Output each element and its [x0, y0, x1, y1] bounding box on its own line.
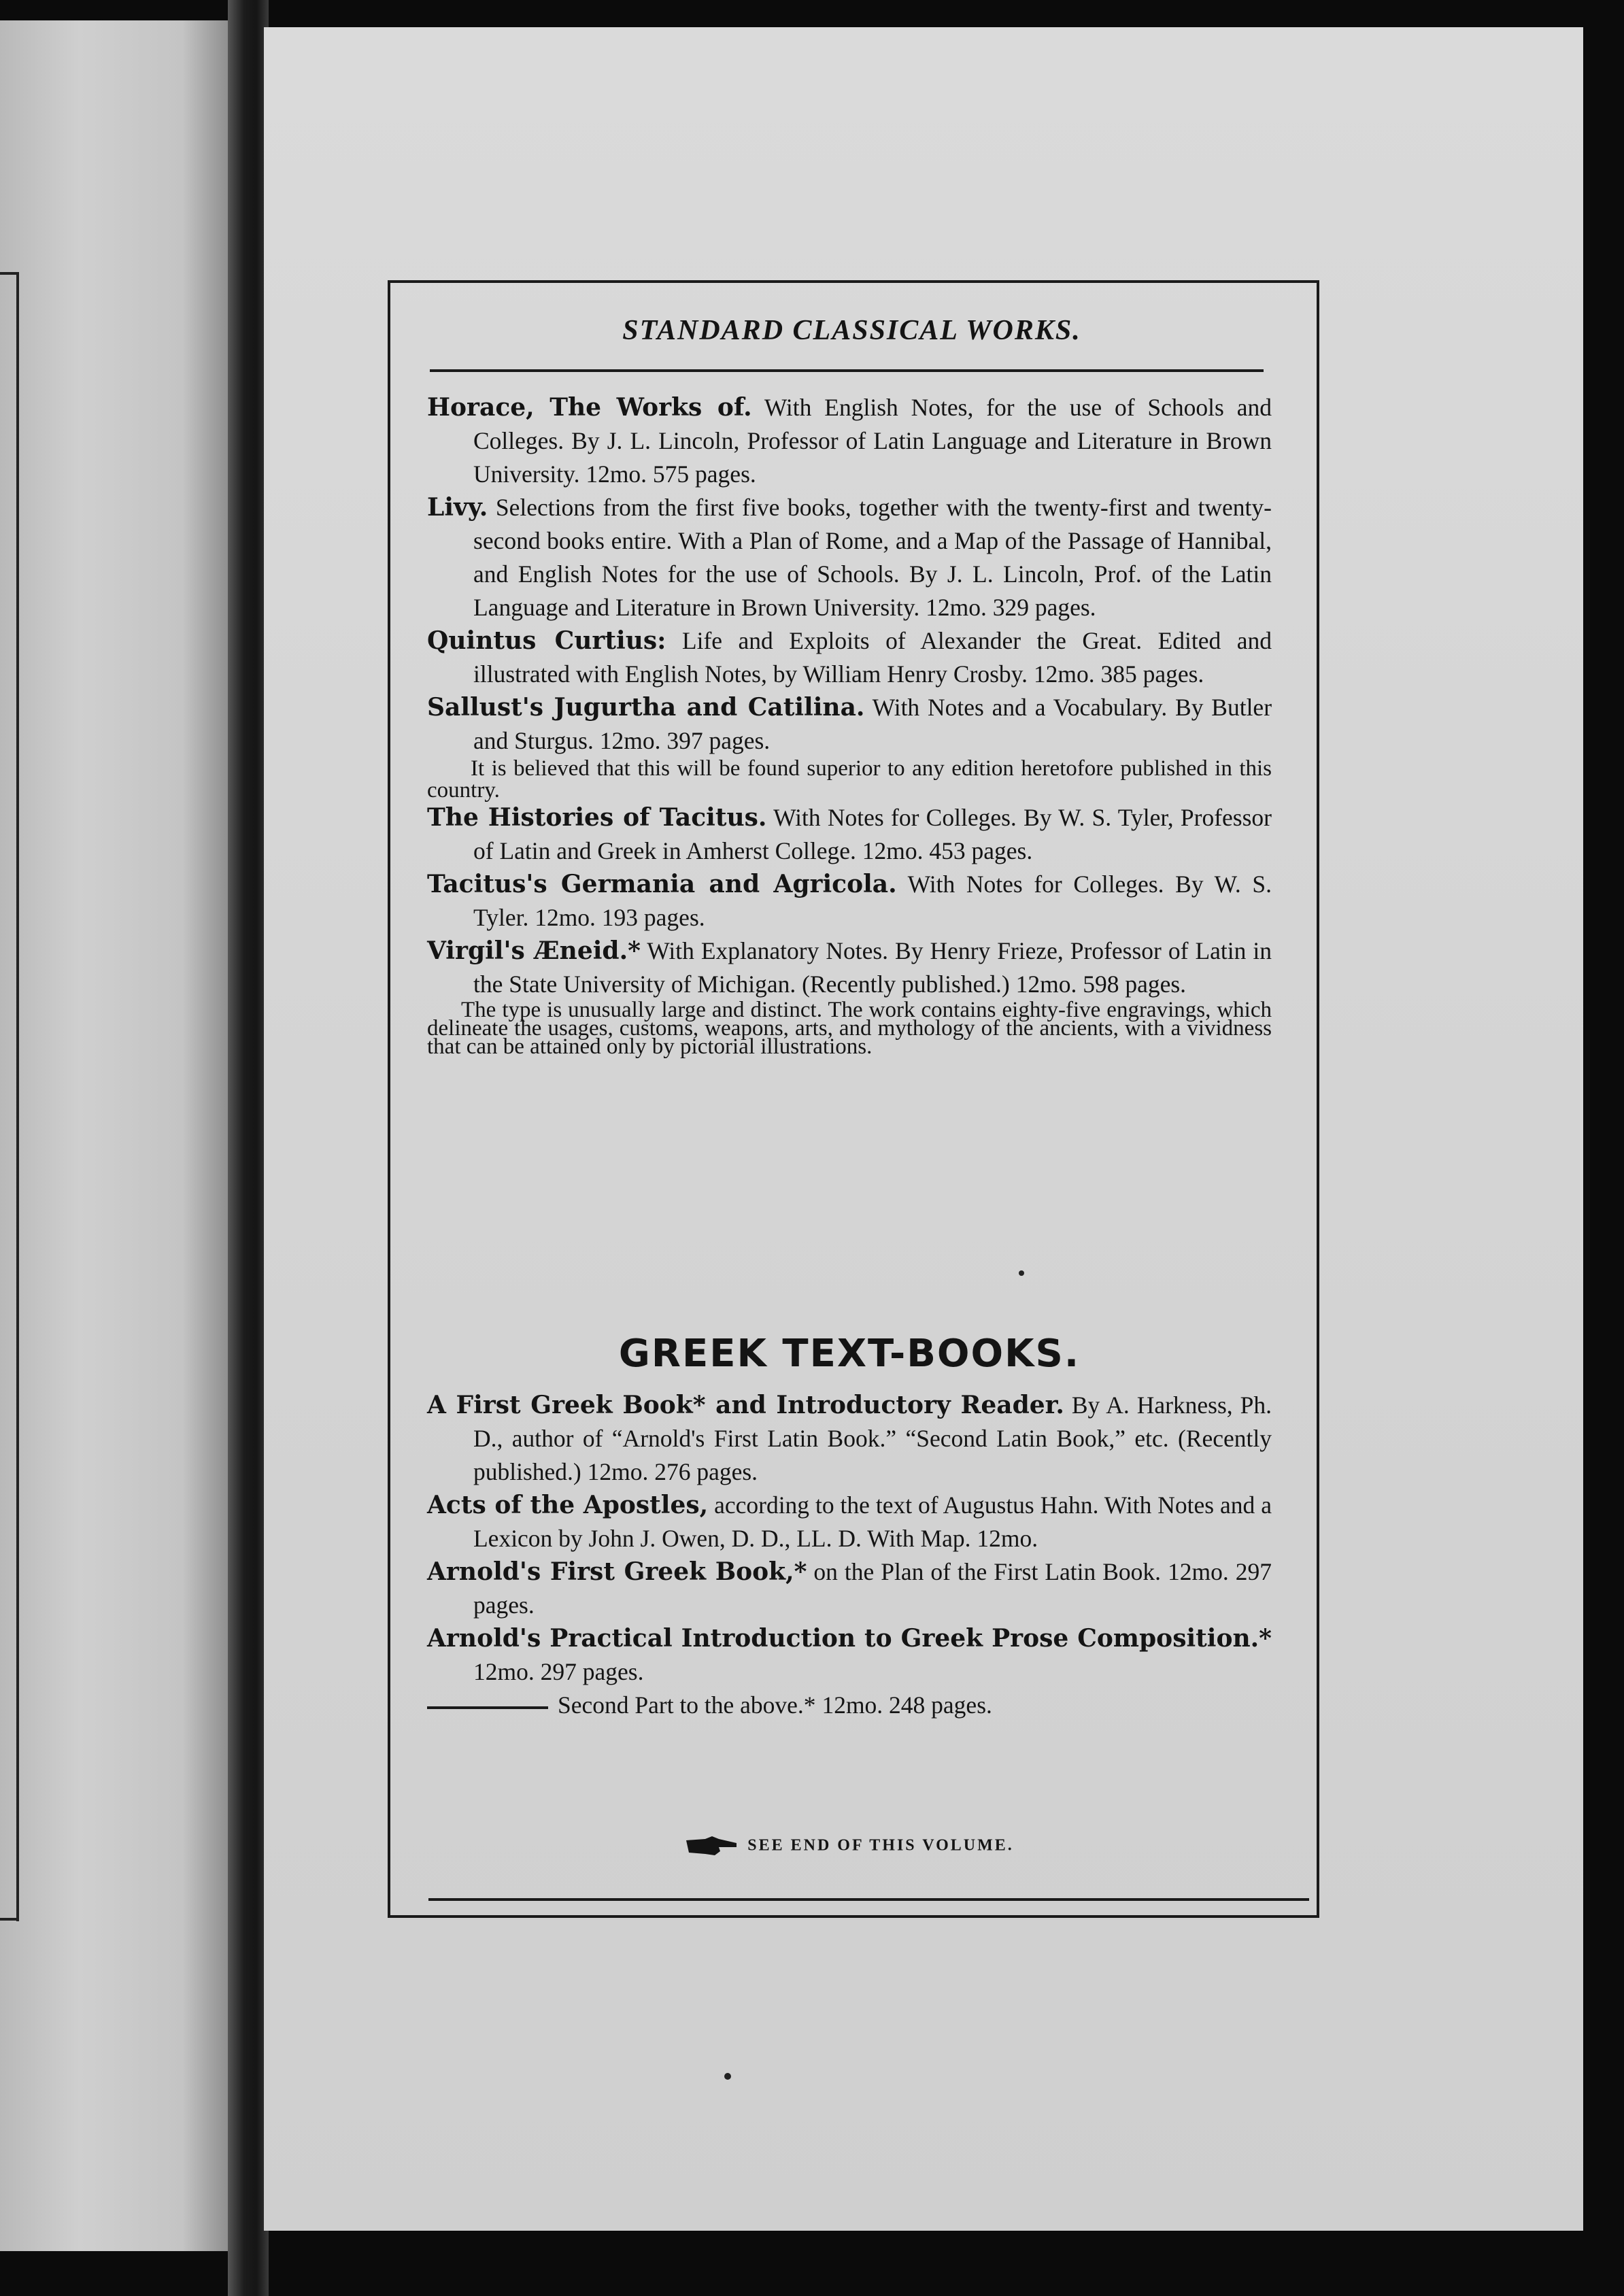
- entry-text: With Notes for Colleges. By W. S. Tyler, Professor of Latin and Greek in Amherst College. 12mo. 453 pages.: [473, 804, 1272, 864]
- list-item: [427, 1622, 1272, 1689]
- latin-works-list: [427, 391, 1272, 1059]
- previous-page-edge: [0, 20, 228, 2251]
- entry-text: Selections from the first five books, together with the twenty-first and twenty-second books entire. With a Plan of Rome, and a Map of the Passage of Hannibal, and English Notes for the use of Schools. By J. L. Lincoln, Prof. of the Latin Language and Literature in Brown University. 12mo. 329 pages.: [473, 494, 1272, 621]
- list-item: [427, 1689, 1272, 1722]
- page-border-bottom-rule: [428, 1898, 1309, 1901]
- list-item: [427, 391, 1272, 491]
- footer-text: SEE END OF THIS VOLUME.: [747, 1836, 1014, 1855]
- entry-text: With Notes and a Vocabulary. By Butler and Sturgus. 12mo. 397 pages.: [473, 694, 1272, 754]
- entry-title: Arnold's Practical Introduction to Greek Prose Composition.*: [427, 1624, 1272, 1653]
- list-item: [427, 934, 1272, 1001]
- list-item: [427, 691, 1272, 758]
- entry-text: With Notes for Colleges. By W. S. Tyler. 12mo. 193 pages.: [473, 871, 1272, 931]
- entry-text: With English Notes, for the use of Schools and Colleges. By J. L. Lincoln, Professor of Latin Language and Literature in Brown University. 12mo. 575 pages.: [473, 394, 1272, 488]
- page-header: STANDARD CLASSICAL WORKS.: [622, 315, 1081, 346]
- section-heading: GREEK TEXT-BOOKS.: [618, 1332, 1081, 1376]
- entry-text: Life and Exploits of Alexander the Great. Edited and illustrated with English Notes, by William Henry Crosby. 12mo. 385 pages.: [473, 627, 1272, 688]
- list-item: [427, 1389, 1272, 1489]
- previous-page-border-tick: [0, 1918, 19, 1921]
- entry-title: Sallust's Jugurtha and Catilina.: [427, 693, 865, 722]
- list-item: [427, 868, 1272, 934]
- entry-title: Second Part to the above.*: [558, 1691, 816, 1719]
- entry-title: Horace, The Works of.: [427, 393, 752, 422]
- print-speck: [724, 2073, 731, 2080]
- entry-text: By A. Harkness, Ph. D., author of “Arnold's First Latin Book.” “Second Latin Book,” etc. (Recently published.) 12mo. 276 pages.: [473, 1391, 1272, 1485]
- header-rule: [430, 369, 1264, 372]
- entry-title: The Histories of Tacitus.: [427, 803, 767, 832]
- greek-works-list: [427, 1389, 1272, 1722]
- entry-note: It is believed that this will be found superior to any edition heretofore published in this country.: [427, 756, 1272, 803]
- entry-title: A First Greek Book* and Introductory Reader.: [427, 1391, 1064, 1419]
- print-speck: [1019, 1270, 1024, 1276]
- entry-text: 12mo. 297 pages.: [473, 1658, 644, 1685]
- entry-title: Arnold's First Greek Book,*: [427, 1557, 807, 1586]
- entry-text: With Explanatory Notes. By Henry Frieze, Professor of Latin in the State University of Michigan. (Recently published.) 12mo. 598 pages.: [473, 937, 1272, 998]
- book-gutter: [228, 0, 269, 2296]
- entry-text: according to the text of Augustus Hahn. With Notes and a Lexicon by John J. Owen, D. D., LL. D. With Map. 12mo.: [473, 1491, 1272, 1552]
- entry-text: on the Plan of the First Latin Book. 12mo. 297 pages.: [473, 1558, 1272, 1619]
- list-item: [427, 624, 1272, 691]
- ditto-rule: [427, 1706, 548, 1709]
- list-item: [427, 1489, 1272, 1555]
- entry-title: Virgil's Æneid.*: [427, 936, 641, 965]
- list-item: [427, 801, 1272, 868]
- list-item: [427, 491, 1272, 624]
- entry-title: Acts of the Apostles,: [427, 1491, 709, 1519]
- page-footer: [427, 1836, 1272, 1857]
- previous-page-border-tick: [0, 272, 19, 275]
- entry-note: The type is unusually large and distinct. The work contains eighty-five engravings, which delineate the usages, customs, weapons, arts, and mythology of the ancients, with a vividness that can be attained only by pictorial illustrations.: [427, 998, 1272, 1059]
- entry-title: Livy.: [427, 493, 488, 522]
- entry-title: Tacitus's Germania and Agricola.: [427, 870, 897, 898]
- entry-text: 12mo. 248 pages.: [815, 1691, 992, 1719]
- previous-page-border-rule: [16, 272, 19, 1921]
- list-item: [427, 1555, 1272, 1622]
- entry-title: Quintus Curtius:: [427, 626, 666, 655]
- pointing-hand-icon: [685, 1836, 738, 1857]
